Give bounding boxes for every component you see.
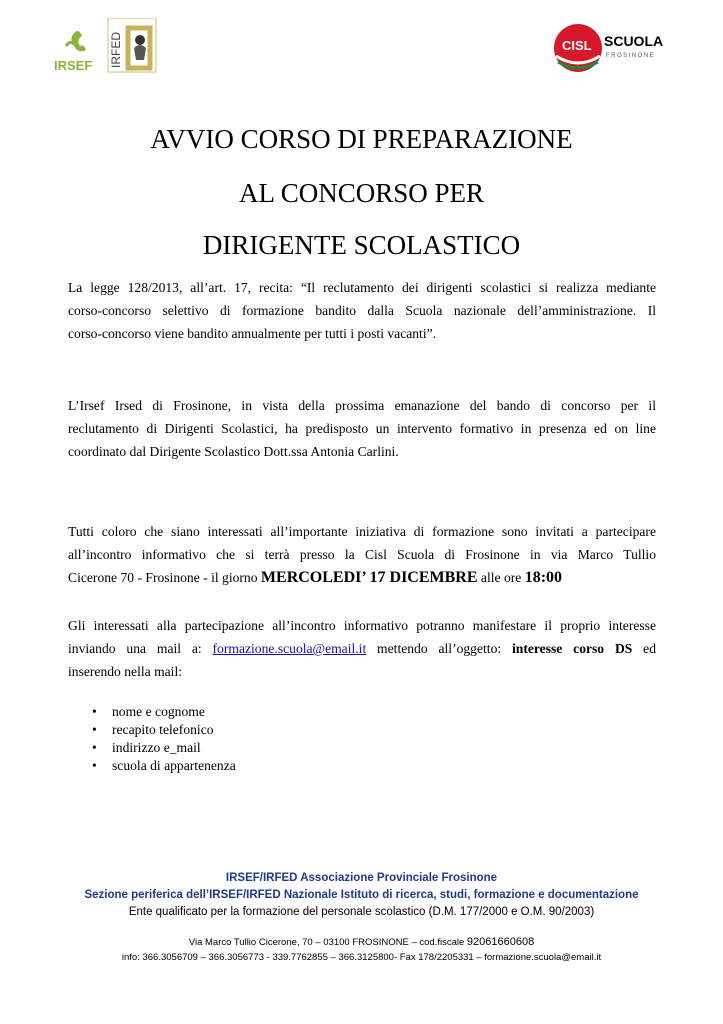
title-line-1: AVVIO CORSO DI PREPARAZIONE [150,124,573,154]
meeting-time: 18:00 [524,569,563,586]
paragraph-law [68,276,656,345]
required-info-list [92,703,236,775]
list-item: • indirizzo e_mail [92,739,236,757]
paragraph-registration-line: Gli interessati alla partecipazione all’incontro informativo potranno manifestare il proprio interesse [68,618,656,633]
list-item: • nome e cognome [92,703,236,721]
paragraph-meeting-line: all’incontro informativo che si terrà presso la Cisl Scuola di Frosinone in via Marco Tullio [68,547,656,562]
scuola-text: SCUOLA [604,33,664,49]
footer-address [0,936,723,948]
footer-contacts: info: 366.3056709 – 366.3056773 - 339.7762855 – 366.3125800- Fax 178/2205331 – formazione.scuola@email.it [121,952,602,963]
paragraph-registration [68,614,656,683]
title-line-2: AL CONCORSO PER [238,178,485,208]
list-item: • recapito telefonico [92,721,236,739]
list-item: • scuola di appartenenza [92,757,236,775]
email-subject: interesse corso DS [511,641,633,656]
paragraph-registration-line: inserendo nella mail: [68,664,183,679]
paragraph-irsef [68,394,656,463]
subject-suffix: ed [632,641,656,656]
footer-association: IRSEF/IRFED Associazione Provinciale Frosinone [225,872,498,884]
cisl-scuola-logo [550,20,670,80]
email-prefix: inviando una mail a: [68,641,213,656]
paragraph-law-line: corso-concorso selettivo di formazione bandito dalla Scuola nazionale dell’amministrazione. Il [68,303,656,318]
irsef-logo-icon [50,18,160,80]
paragraph-meeting [68,520,656,589]
meeting-time-label: alle ore [477,570,525,585]
meeting-date: MERCOLEDI’ 17 DICEMBRE [260,569,478,586]
meeting-place: Cicerone 70 - Frosinone - il giorno [68,570,261,585]
paragraph-law-line: corso-concorso viene bandito annualmente per tutti i posti vacanti”. [68,326,437,341]
email-link[interactable]: formazione.scuola@email.it [212,641,367,656]
title-line-3: DIRIGENTE SCOLASTICO [202,230,521,260]
frosinone-text: FROSINONE [606,53,656,59]
paragraph-irsef-line: reclutamento di Dirigenti Scolastici, ha predisposto un intervento formativo in presenza ed on line [68,421,656,436]
paragraph-irsef-line: L’Irsef Irsed di Frosinone, in vista della prossima emanazione del bando di concorso per il [68,398,656,413]
irfed-text: IRFED [109,32,123,68]
footer-address-text: Via Marco Tullio Cicerone, 70 – 03100 FROSINONE – cod.fiscale [188,937,467,948]
subject-prefix: mettendo all’oggetto: [366,641,512,656]
footer-fiscal-code: 92061660608 [466,936,535,948]
paragraph-meeting-line [68,566,656,589]
footer-section: Sezione periferica dell’IRSEF/IRFED Nazionale Istituto di ricerca, studi, formazione e documentazione [84,889,639,901]
cisl-logo-icon [550,20,670,80]
paragraph-irsef-line: coordinato dal Dirigente Scolastico Dott.ssa Antonia Carlini. [68,444,399,459]
cisl-text: CISL [562,38,592,53]
paragraph-registration-line [68,637,656,660]
paragraph-law-line: La legge 128/2013, all’art. 17, recita: “Il reclutamento dei dirigenti scolastici si realizza mediante [68,280,656,295]
footer-qualification: Ente qualificato per la formazione del personale scolastico (D.M. 177/2000 e O.M. 90/2003) [128,906,595,918]
irsef-text: IRSEF [54,58,93,73]
irsef-irfed-logo [50,18,160,78]
paragraph-meeting-line: Tutti coloro che siano interessati all’importante iniziativa di formazione sono invitati a partecipare [68,524,656,539]
